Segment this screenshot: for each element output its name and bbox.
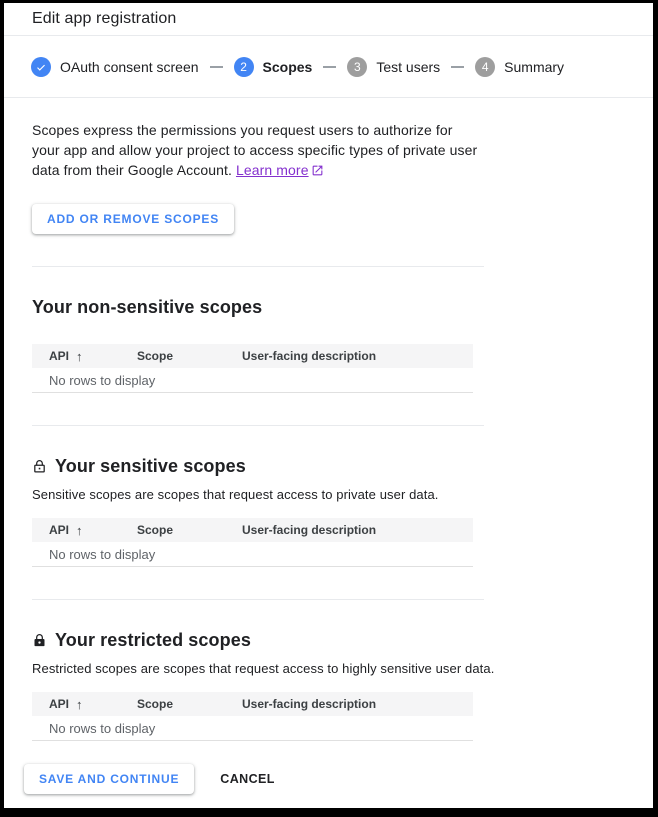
add-or-remove-scopes-button[interactable]: ADD OR REMOVE SCOPES (32, 204, 234, 234)
non-sensitive-scopes-table (32, 344, 473, 393)
section-title-text: Your sensitive scopes (55, 456, 246, 476)
step-oauth-consent-screen[interactable] (31, 57, 199, 77)
column-header-scope: Scope (137, 523, 174, 537)
lock-filled-icon (32, 633, 47, 648)
column-header-scope: Scope (137, 697, 174, 711)
column-header-api[interactable] (49, 349, 137, 364)
sort-ascending-icon: ↑ (76, 522, 83, 538)
column-label: API (49, 523, 70, 537)
restricted-scopes-description: Restricted scopes are scopes that request access to highly sensitive user data. (32, 661, 495, 676)
column-header-api[interactable] (49, 523, 137, 538)
sort-ascending-icon: ↑ (76, 348, 83, 364)
non-sensitive-scopes-title (32, 297, 653, 318)
sensitive-scopes-title (32, 456, 653, 477)
content-area (4, 120, 653, 794)
page-title: Edit app registration (32, 10, 177, 27)
column-header-description: User-facing description (242, 697, 377, 711)
learn-more-label: Learn more (235, 162, 309, 178)
empty-table-row: No rows to display (32, 368, 473, 393)
step-connector (451, 66, 464, 68)
empty-table-row: No rows to display (32, 716, 473, 741)
sensitive-scopes-description: Sensitive scopes are scopes that request access to private user data. (32, 487, 439, 502)
save-and-continue-button[interactable]: SAVE AND CONTINUE (24, 764, 194, 794)
section-divider (32, 266, 484, 267)
column-header-description: User-facing description (242, 349, 377, 363)
column-label: API (49, 697, 70, 711)
cancel-button[interactable]: CANCEL (220, 772, 275, 786)
section-divider (32, 599, 484, 600)
external-link-icon (311, 164, 324, 177)
step-connector (210, 66, 223, 68)
step-completed-check-icon (31, 57, 51, 77)
step-label: Scopes (262, 58, 313, 75)
learn-more-link[interactable] (236, 162, 324, 178)
column-header-scope: Scope (137, 349, 174, 363)
stepper (4, 36, 653, 98)
table-header-row (32, 692, 473, 716)
table-header-row (32, 344, 473, 368)
column-header-api[interactable] (49, 697, 137, 712)
edit-app-registration-page (4, 3, 653, 808)
step-label: Test users (376, 58, 441, 75)
section-divider (32, 425, 484, 426)
step-number-badge: 2 (234, 57, 254, 77)
sensitive-scopes-table (32, 518, 473, 567)
restricted-scopes-title (32, 630, 653, 651)
column-label: API (49, 349, 70, 363)
title-bar (4, 3, 653, 36)
scopes-description-text: Scopes express the permissions you request users to authorize for your app and allow your project to access specific types of private user data from their Google Account. (32, 122, 478, 178)
step-connector (323, 66, 336, 68)
step-label: Summary (504, 58, 565, 75)
section-title-text: Your non-sensitive scopes (32, 297, 263, 317)
sort-ascending-icon: ↑ (76, 696, 83, 712)
step-scopes[interactable] (234, 57, 313, 77)
step-test-users[interactable] (347, 57, 440, 77)
section-title-text: Your restricted scopes (55, 630, 251, 650)
footer-actions (24, 764, 653, 794)
step-number-badge: 3 (347, 57, 367, 77)
restricted-scopes-table (32, 692, 473, 741)
lock-outline-icon (32, 459, 47, 474)
empty-table-row: No rows to display (32, 542, 473, 567)
column-header-description: User-facing description (242, 523, 377, 537)
scopes-description (32, 120, 484, 180)
step-summary[interactable] (475, 57, 564, 77)
step-number-badge: 4 (475, 57, 495, 77)
table-header-row (32, 518, 473, 542)
step-label: OAuth consent screen (60, 58, 199, 75)
